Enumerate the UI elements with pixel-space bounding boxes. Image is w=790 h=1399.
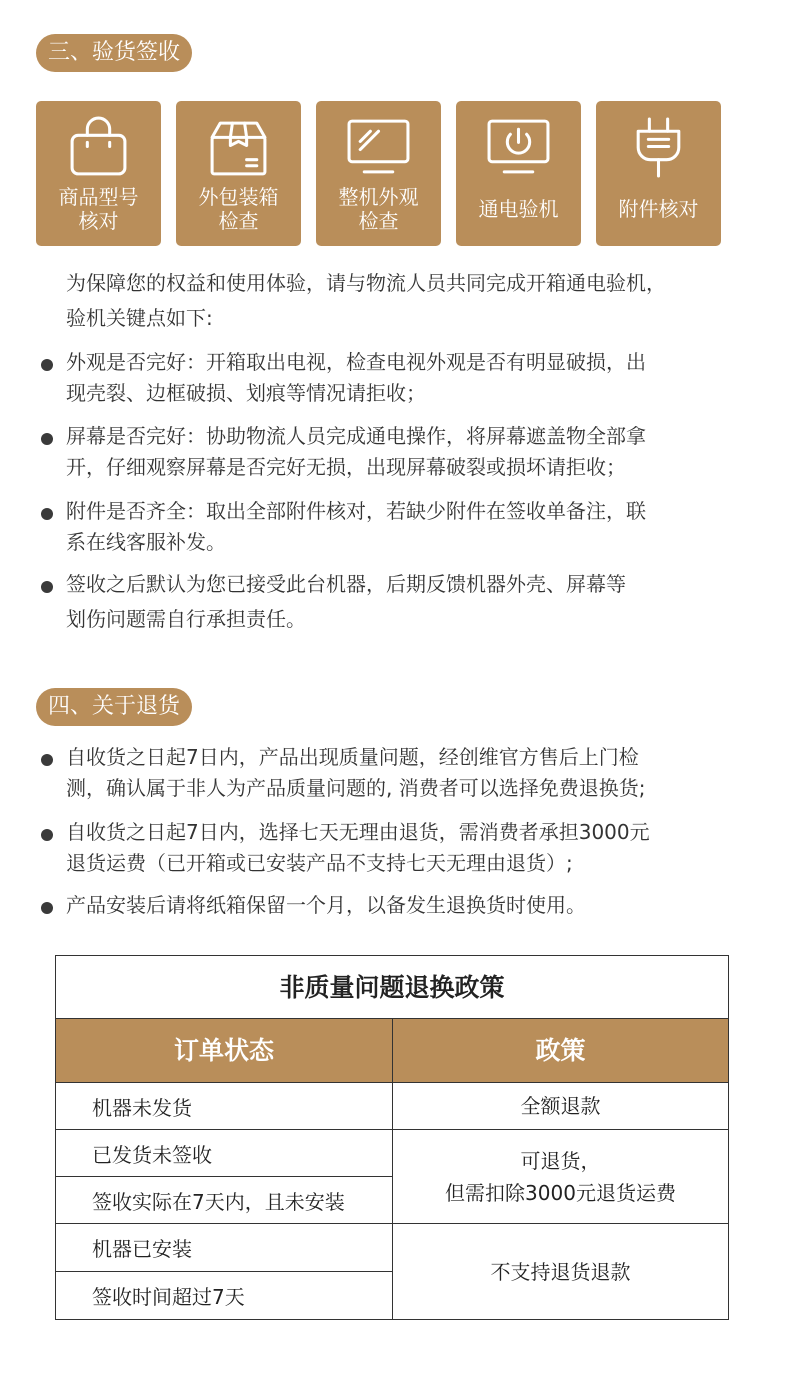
header-policy: 政策 <box>393 1019 728 1083</box>
bullet-dot <box>41 359 53 371</box>
card-power-check <box>456 101 581 246</box>
return-policy-table <box>55 955 729 1320</box>
row-status: 签收实际在7天内，且未安装 <box>92 1189 345 1214</box>
card-accessory-check <box>596 101 721 246</box>
intro-paragraph <box>66 266 746 336</box>
bullet-dot <box>41 508 53 520</box>
row-status: 机器已安装 <box>92 1237 192 1261</box>
bullet-line1: 产品安装后请将纸箱保留一个月，以备发生退换货时使用。 <box>66 893 586 917</box>
bullet-line1: 外观是否完好：开箱取出电视，检查电视外观是否有明显破损，出 <box>66 350 646 374</box>
card-line1: 外包装箱 <box>198 185 279 209</box>
table-row <box>56 1130 393 1177</box>
card-package-check <box>176 101 301 246</box>
policy-line2: 但需扣除3000元退货运费 <box>445 1180 676 1205</box>
header-order-status: 订单状态 <box>56 1019 393 1083</box>
card-line2: 检查 <box>218 209 259 233</box>
row-status: 机器未发货 <box>92 1095 192 1120</box>
bullet-line1: 签收之后默认为您已接受此台机器，后期反馈机器外壳、屏幕等 <box>66 572 626 596</box>
bullet-dot <box>41 829 53 841</box>
card-line2: 检查 <box>358 209 399 233</box>
plug-icon <box>626 115 691 180</box>
bullet-line2: 退货运费（已开箱或已安装产品不支持七天无理由退货）; <box>66 851 573 875</box>
bullet-line2: 现壳裂、边框破损、划痕等情况请拒收； <box>66 381 426 405</box>
bullet-dot <box>41 754 53 766</box>
table-row <box>56 1272 393 1319</box>
package-box-icon <box>206 115 271 180</box>
bullet-line1: 自收货之日起7日内，选择七天无理由退货，需消费者承担3000元 <box>66 820 650 844</box>
power-tv-icon <box>486 115 551 180</box>
bullet-line1: 屏幕是否完好：协助物流人员完成通电操作，将屏幕遮盖物全部拿 <box>66 424 646 448</box>
card-line1: 通电验机 <box>478 197 559 221</box>
bullet-dot <box>41 433 53 445</box>
bullet-line1: 附件是否齐全：取出全部附件核对，若缺少附件在签收单备注，联 <box>66 499 646 523</box>
section-title-inspection: 三、验货签收 <box>36 34 192 72</box>
card-line1: 商品型号 <box>58 185 139 209</box>
table-title: 非质量问题退换政策 <box>56 956 728 1019</box>
policy-cell <box>393 1083 728 1130</box>
inspection-steps <box>36 101 722 246</box>
intro-line1: 为保障您的权益和使用体验，请与物流人员共同完成开箱通电验机， <box>66 271 666 295</box>
policy-line1: 可退货， <box>520 1148 601 1173</box>
policy-line1: 全额退款 <box>520 1094 601 1118</box>
tv-screen-icon <box>346 115 411 180</box>
bullet-line2: 系在线客服补发。 <box>66 530 226 554</box>
card-line1: 整机外观 <box>338 185 419 209</box>
card-model-check <box>36 101 161 246</box>
bullet-line2: 测，确认属于非人为产品质量问题的, 消费者可以选择免费退换货; <box>66 776 646 800</box>
card-appearance-check <box>316 101 441 246</box>
intro-line2: 验机关键点如下: <box>66 306 213 330</box>
section-title-returns: 四、关于退货 <box>36 688 192 726</box>
card-line1: 附件核对 <box>618 197 699 221</box>
policy-line1: 不支持退货退款 <box>490 1259 631 1284</box>
policy-cell <box>393 1130 728 1224</box>
bullet-dot <box>41 902 53 914</box>
shopping-bag-icon <box>66 115 131 180</box>
table-row <box>56 1083 393 1130</box>
policy-cell <box>393 1224 728 1319</box>
table-row <box>56 1177 393 1224</box>
row-status: 签收时间超过7天 <box>92 1285 245 1309</box>
bullet-dot <box>41 581 53 593</box>
row-status: 已发货未签收 <box>92 1142 212 1167</box>
bullet-line2: 划伤问题需自行承担责任。 <box>66 607 306 631</box>
bullet-line2: 开，仔细观察屏幕是否完好无损，出现屏幕破裂或损坏请拒收； <box>66 455 626 479</box>
bullet-line1: 自收货之日起7日内，产品出现质量问题，经创维官方售后上门检 <box>66 745 639 769</box>
table-row <box>56 1224 393 1272</box>
card-line2: 核对 <box>78 209 119 233</box>
